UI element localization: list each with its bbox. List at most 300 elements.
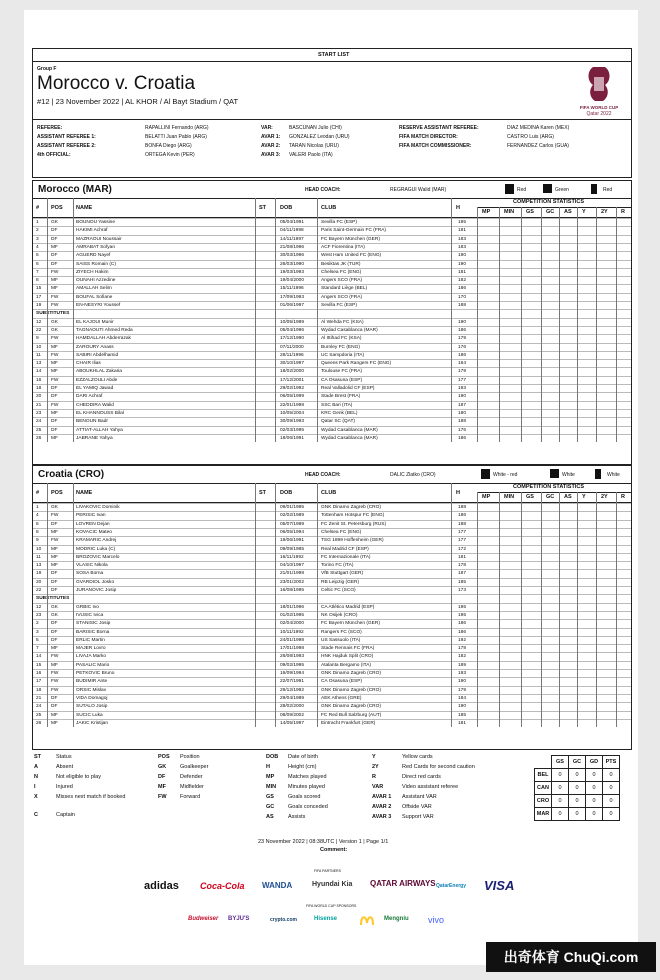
player-name: BARISIC Borna (76, 629, 110, 635)
player-position: DF (51, 704, 58, 710)
player-position: MF (51, 720, 58, 726)
player-number: 6 (36, 261, 39, 267)
socks-color: White (607, 472, 620, 478)
player-dob: 08/09/2002 (280, 712, 305, 718)
legend-meaning: Midfielder (180, 784, 204, 790)
player-height: 190 (458, 704, 467, 710)
player-club: VfB Stuttgart (GER) (321, 571, 364, 577)
player-dob: 09/01/1995 (280, 505, 305, 510)
standings-team: BEL (535, 769, 552, 782)
player-number: 23 (36, 410, 42, 416)
player-name: ATTIAT-ALLAH Yahya (76, 427, 123, 433)
player-height: 183 (458, 244, 467, 250)
legend-abbreviation: MP (266, 774, 275, 780)
group-label: Group F (37, 66, 57, 72)
player-dob: 19/04/2000 (280, 278, 305, 284)
shirt-color: White - red (493, 472, 518, 478)
player-name: MAZRAOUI Noussair (76, 236, 122, 242)
player-number: 11 (36, 352, 41, 358)
watermark-text: 出奇体育 ChuQi.com (503, 949, 639, 965)
player-name: ZIYECH Hakim (76, 269, 109, 275)
legend-meaning: Assistant VAR (402, 794, 437, 800)
player-number: 17 (36, 294, 42, 300)
player-height: 184 (458, 695, 467, 701)
player-number: 10 (36, 546, 42, 552)
player-position: DF (51, 588, 58, 593)
standings-cell: 0 (569, 782, 586, 795)
player-name: LIVAJA Marko (76, 654, 107, 660)
legend-meaning: Not eligible to play (56, 774, 101, 780)
player-club: West Ham United FC (ENG) (321, 253, 382, 259)
player-dob: 05/07/1989 (280, 521, 305, 527)
player-position: FW (51, 377, 59, 383)
player-position: DF (51, 427, 58, 433)
player-height: 179 (458, 687, 467, 693)
legend-abbreviation: MF (158, 784, 166, 790)
player-dob: 09/09/1985 (280, 546, 305, 552)
player-club: GNK Dinamo Zagreb (CRO) (321, 704, 381, 710)
player-club: Tottenham Hotspur FC (ENG) (321, 513, 385, 519)
player-name: HAKIMI Achraf (76, 228, 108, 234)
player-club: Wydad Casablanca (MAR) (321, 327, 378, 333)
standings-cell: 0 (586, 808, 603, 821)
crypto-com-logo: crypto.com (270, 917, 297, 923)
legend-meaning: Direct red cards (402, 774, 441, 780)
match-info: #12 | 23 November 2022 | AL KHOR / Al Bayt Stadium / QAT (37, 97, 239, 106)
shorts-icon (550, 469, 559, 478)
player-position: MF (51, 546, 58, 552)
standings-header: GS (552, 756, 569, 769)
player-dob: 22/01/1998 (280, 402, 305, 408)
svg-text:FIFA WORLD CUP: FIFA WORLD CUP (579, 105, 619, 110)
player-height: 190 (458, 679, 467, 685)
player-height: 192 (458, 637, 467, 643)
stat-header-y: Y (582, 494, 586, 500)
player-name: VIDA Domagoj (76, 695, 108, 701)
player-height: 188 (458, 303, 467, 308)
player-height: 181 (458, 228, 467, 234)
legend-meaning: Minutes played (288, 784, 325, 790)
substitutes-label: SUBSTITUTES (36, 311, 70, 317)
player-number: 26 (36, 720, 42, 726)
legend-meaning: Forward (180, 794, 201, 800)
player-dob: 09/02/1995 (280, 662, 305, 668)
player-height: 177 (458, 377, 467, 383)
player-height: 193 (458, 386, 467, 391)
player-name: PETKOVIC Bruno (76, 671, 115, 676)
player-name: DARI Achraf (76, 394, 103, 400)
player-position: MF (51, 662, 58, 668)
player-position: MF (51, 286, 58, 292)
player-name: ERLIC Martin (76, 637, 105, 643)
var-label: VAR: (261, 125, 273, 131)
player-club: Eintracht Frankfurt (GER) (321, 720, 376, 726)
player-position: GK (51, 327, 58, 333)
player-position: FW (51, 679, 59, 685)
avar2-label: AVAR 2: (261, 143, 281, 149)
player-club: Celtic FC (SCO) (321, 588, 356, 593)
player-name: EL KAJOUI Munir (76, 319, 114, 325)
shorts-color: Green (555, 187, 569, 193)
player-number: 3 (36, 629, 39, 635)
player-club: KRC Genk (BEL) (321, 410, 358, 416)
legend-abbreviation: X (34, 794, 38, 800)
player-height: 186 (458, 629, 467, 635)
world-cup-logo (577, 65, 621, 117)
player-position: GK (51, 319, 58, 325)
standings-cell: 0 (603, 782, 620, 795)
column-header-name: NAME (76, 490, 93, 496)
player-club: FC Zenit St. Petersburg (RUS) (321, 521, 387, 527)
legend-meaning: Status (56, 754, 72, 760)
hyundai-kia-logo: Hyundai Kia (312, 881, 353, 888)
player-dob: 16/08/1995 (280, 588, 305, 593)
standings-cell: 0 (603, 795, 620, 808)
player-position: FW (51, 303, 59, 308)
stat-header-gs: GS (526, 494, 534, 500)
legend-meaning: Date of birth (288, 754, 318, 760)
legend-abbreviation: AS (266, 814, 274, 820)
socks-icon (591, 184, 597, 194)
standings-cell: 0 (586, 769, 603, 782)
player-dob: 02/02/1989 (280, 513, 305, 519)
column-header-dob: DOB (280, 490, 293, 496)
avar1-label: AVAR 1: (261, 134, 281, 140)
player-height: 164 (458, 361, 467, 367)
avar1-name: GONZALEZ Leodan (URU) (289, 134, 350, 140)
column-header-pos: POS (51, 205, 63, 211)
avar2-name: TARAN Nicolas (URU) (289, 143, 339, 149)
stat-header-2y: 2Y (601, 209, 608, 215)
player-position: DF (51, 261, 58, 267)
player-height: 190 (458, 261, 467, 267)
player-position: FW (51, 513, 59, 519)
column-header-club: CLUB (321, 490, 337, 496)
player-dob: 30/10/1997 (280, 361, 305, 367)
player-club: Wydad Casablanca (MAR) (321, 435, 378, 441)
stat-header-r: R (621, 209, 625, 215)
player-name: STANISIC Josip (76, 621, 111, 627)
player-name: ZAROURY Anass (76, 344, 114, 350)
stat-header-gc: GC (546, 209, 555, 215)
coca-cola-logo: Coca-Cola (200, 881, 245, 891)
player-club: TSG 1899 Hoffenheim (GER) (321, 538, 384, 544)
player-position: MF (51, 563, 58, 569)
player-height: 177 (458, 529, 467, 535)
player-dob: 01/02/1995 (280, 612, 305, 618)
player-dob: 04/11/1998 (280, 228, 304, 234)
player-position: FW (51, 671, 59, 676)
player-number: 24 (36, 419, 42, 425)
player-name: JURANOVIC Josip (76, 588, 117, 593)
player-position: DF (51, 637, 58, 643)
player-number: 19 (36, 303, 42, 308)
player-number: 1 (36, 505, 39, 510)
player-height: 182 (458, 278, 467, 284)
player-number: 5 (36, 253, 39, 259)
player-position: GK (51, 612, 58, 618)
stat-header-min: MIN (504, 494, 515, 500)
player-dob: 10/05/2004 (280, 410, 305, 416)
player-dob: 16/09/1994 (280, 671, 305, 676)
player-club: Chelsea FC (ENG) (321, 269, 362, 275)
standings-cell: 0 (569, 795, 586, 808)
player-dob: 19/06/1991 (280, 538, 305, 544)
player-dob: 02/04/2000 (280, 621, 305, 627)
player-position: FW (51, 687, 59, 693)
player-position: FW (51, 654, 59, 660)
player-position: MF (51, 410, 58, 416)
player-number: 18 (36, 687, 42, 693)
player-club: US Sassuolo (ITA) (321, 637, 361, 643)
player-height: 186 (458, 352, 467, 358)
player-club: Torino FC (ITA) (321, 563, 354, 569)
start-list-page (24, 10, 638, 965)
legend-meaning: Offside VAR (402, 804, 432, 810)
player-name: KOVACIC Mateo (76, 529, 112, 535)
competition-stats-header: COMPETITION STATISTICS (513, 199, 584, 205)
player-position: DF (51, 236, 58, 242)
legend-abbreviation: I (34, 784, 36, 790)
player-number: 10 (36, 344, 42, 350)
player-height: 181 (458, 554, 467, 560)
player-height: 188 (458, 419, 467, 425)
player-dob: 17/01/1998 (280, 646, 305, 652)
player-position: FW (51, 538, 59, 544)
player-dob: 16/11/1992 (280, 554, 304, 560)
legend-meaning: Video assistant referee (402, 784, 459, 790)
player-position: MF (51, 361, 58, 367)
player-name: GVARDIOL Josko (76, 579, 115, 585)
svg-text:Qatar 2022: Qatar 2022 (586, 111, 612, 117)
player-position: FW (51, 352, 59, 358)
legend-meaning: Goals conceded (288, 804, 328, 810)
column-header-st: ST (259, 205, 267, 211)
shirt-color: Red (517, 187, 527, 193)
player-height: 187 (458, 571, 467, 577)
player-position: FW (51, 294, 59, 300)
standings-team: CAN (535, 782, 552, 795)
player-dob: 29/04/1989 (280, 695, 305, 701)
player-name: BENOUN Badr (76, 419, 108, 425)
player-number: 4 (36, 513, 39, 519)
legend-abbreviation: GK (158, 764, 167, 770)
site-watermark (486, 942, 656, 972)
player-club: Sevilla FC (ESP) (321, 303, 357, 308)
player-dob: 22/07/1991 (280, 679, 305, 685)
standings-cell: 0 (552, 808, 569, 821)
player-number: 8 (36, 278, 39, 284)
legend-meaning: Yellow cards (402, 754, 433, 760)
player-height: 178 (458, 563, 467, 569)
player-club: Besiktas JK (TUR) (321, 261, 361, 267)
legend-abbreviation: 2Y (372, 764, 379, 770)
player-height: 173 (458, 588, 467, 593)
legend-abbreviation: Y (372, 754, 376, 760)
player-height: 186 (458, 621, 467, 627)
stat-header-min: MIN (504, 209, 515, 215)
column-header-dob: DOB (280, 205, 293, 211)
player-name: PASALIC Mario (76, 662, 110, 668)
reserve-ar-label: RESERVE ASSISTANT REFEREE: (399, 125, 479, 131)
player-dob: 06/05/1994 (280, 529, 305, 535)
shirt-icon (481, 469, 490, 479)
player-position: MF (51, 278, 58, 284)
player-height: 189 (458, 662, 467, 668)
player-name: SAISS Romain (C) (76, 261, 116, 267)
player-dob: 23/01/2002 (280, 579, 305, 585)
column-header-name: NAME (76, 205, 93, 211)
player-number: 17 (36, 679, 42, 685)
player-position: FW (51, 402, 59, 408)
player-club: Qatar SC (QAT) (321, 419, 356, 425)
player-number: 25 (36, 712, 42, 718)
player-position: DF (51, 621, 58, 627)
player-dob: 05/04/1996 (280, 327, 305, 333)
player-dob: 17/12/1990 (280, 336, 305, 342)
player-number: 9 (36, 538, 39, 544)
player-number: 16 (36, 671, 42, 676)
referee-name: RAPALLINI Fernando (ARG) (145, 125, 209, 131)
player-dob: 30/09/1993 (280, 419, 305, 425)
stat-header-gc: GC (546, 494, 555, 500)
fourth-official-name: ORTEGA Kevin (PER) (145, 152, 195, 158)
player-number: 11 (36, 554, 41, 560)
player-height: 188 (458, 521, 467, 527)
player-position: MF (51, 369, 58, 375)
column-header-h: H (456, 205, 460, 211)
socks-icon (595, 469, 601, 479)
player-dob: 02/03/1995 (280, 427, 305, 433)
legend-meaning: Injured (56, 784, 73, 790)
player-name: JABRANE Yahya (76, 435, 113, 441)
legend-abbreviation: R (372, 774, 376, 780)
head-coach-label: HEAD COACH: (305, 472, 341, 478)
player-position: FW (51, 336, 59, 342)
head-coach-name: DALIC Zlatko (CRO) (390, 472, 436, 478)
player-dob: 05/04/1991 (280, 220, 305, 225)
player-dob: 26/08/1993 (280, 654, 305, 660)
legend-meaning: Position (180, 754, 200, 760)
player-height: 187 (458, 402, 467, 408)
mcdonalds-logo (360, 912, 374, 930)
player-name: EL YAMIQ Jawad (76, 386, 114, 391)
player-height: 186 (458, 435, 467, 441)
player-club: CA Osasuna (ESP) (321, 377, 363, 383)
player-name: IVUSIC Ivica (76, 612, 104, 618)
legend-abbreviation: A (34, 764, 38, 770)
match-director-name: CASTRO Luis (ARG) (507, 134, 554, 140)
shirt-icon (505, 184, 514, 194)
player-height: 176 (458, 344, 467, 350)
player-position: FW (51, 269, 59, 275)
player-position: DF (51, 394, 58, 400)
player-club: HNK Hajduk Split (CRO) (321, 654, 374, 660)
stat-header-mp: MP (482, 494, 491, 500)
shorts-icon (543, 184, 552, 193)
sponsor-logos (188, 912, 488, 930)
player-dob: 26/03/1990 (280, 261, 305, 267)
column-header-club: CLUB (321, 205, 337, 211)
player-position: GK (51, 220, 58, 225)
legend-abbreviation: AVAR 3 (372, 814, 392, 820)
player-position: DF (51, 695, 58, 701)
stat-header-gs: GS (526, 209, 534, 215)
player-name: BOUNOU Yassine (76, 220, 116, 225)
player-height: 195 (458, 612, 467, 618)
standings-cell: 0 (552, 782, 569, 795)
player-number: 14 (36, 654, 42, 660)
qatarenergy-logo: QatarEnergy (436, 883, 467, 889)
legend-abbreviation: AVAR 2 (372, 804, 392, 810)
player-name: HAMDALLAH Abderrazak (76, 336, 131, 342)
player-club: Sevilla FC (ESP) (321, 220, 357, 225)
standings-cell: 0 (603, 769, 620, 782)
player-number: 13 (36, 361, 42, 367)
standings-cell: 0 (603, 808, 620, 821)
player-height: 182 (458, 654, 467, 660)
player-name: EL KHANNOUSS Bilal (76, 410, 124, 416)
player-dob: 17/12/2001 (280, 377, 305, 383)
player-club: CA Atlético Madrid (ESP) (321, 604, 375, 610)
match-commissioner-name: FERNANDEZ Carlos (GUA) (507, 143, 569, 149)
player-club: Al Wehda FC (KSA) (321, 319, 364, 325)
player-name: ORSIC Mislav (76, 687, 107, 693)
player-dob: 14/11/1997 (280, 236, 304, 242)
player-height: 185 (458, 712, 467, 718)
competition-stats-header: COMPETITION STATISTICS (513, 484, 584, 490)
column-header-num: # (36, 205, 40, 211)
player-club: Al Ittihad FC (KSA) (321, 336, 362, 342)
player-name: CHAIR Ilias (76, 361, 101, 367)
player-dob: 21/01/1998 (280, 571, 305, 577)
player-number: 15 (36, 662, 42, 668)
player-height: 193 (458, 671, 467, 676)
player-position: DF (51, 228, 58, 234)
var-name: BASCUNAN Julio (CHI) (289, 125, 342, 131)
stat-header-as: AS (564, 494, 572, 500)
player-dob: 01/06/1997 (280, 303, 305, 308)
player-dob: 17/09/1993 (280, 294, 305, 300)
player-height: 177 (458, 538, 467, 544)
player-height: 190 (458, 394, 467, 400)
player-club: UC Sampdoria (ITA) (321, 352, 365, 358)
croatia-team-sheet (32, 465, 632, 750)
legend-abbreviation: GC (266, 804, 275, 810)
stat-header-y: Y (582, 209, 586, 215)
socks-color: Red (603, 187, 613, 193)
avar3-name: VALERI Paolo (ITA) (289, 152, 333, 158)
team-name: Croatia (CRO) (38, 469, 105, 480)
player-name: EN-NESYRI Youssef (76, 303, 121, 308)
ar1-label: ASSISTANT REFEREE 1: (37, 134, 96, 140)
player-club: RB Leipzig (GER) (321, 579, 360, 585)
player-number: 2 (36, 621, 39, 627)
player-name: VLASIC Nikola (76, 563, 108, 569)
player-club: Wydad Casablanca (MAR) (321, 427, 378, 433)
player-club: ACF Fiorentina (ITA) (321, 244, 365, 250)
player-height: 186 (458, 286, 467, 292)
player-height: 195 (458, 220, 467, 225)
reserve-ar-name: DIAZ MEDINA Karen (MEX) (507, 125, 570, 131)
standings-header: PTS (603, 756, 620, 769)
player-dob: 06/05/1999 (280, 394, 305, 400)
standings-team: CRO (535, 795, 552, 808)
player-position: DF (51, 253, 58, 259)
player-dob: 19/03/1993 (280, 269, 305, 275)
match-director-label: FIFA MATCH DIRECTOR: (399, 134, 458, 140)
standings-cell: 0 (586, 795, 603, 808)
